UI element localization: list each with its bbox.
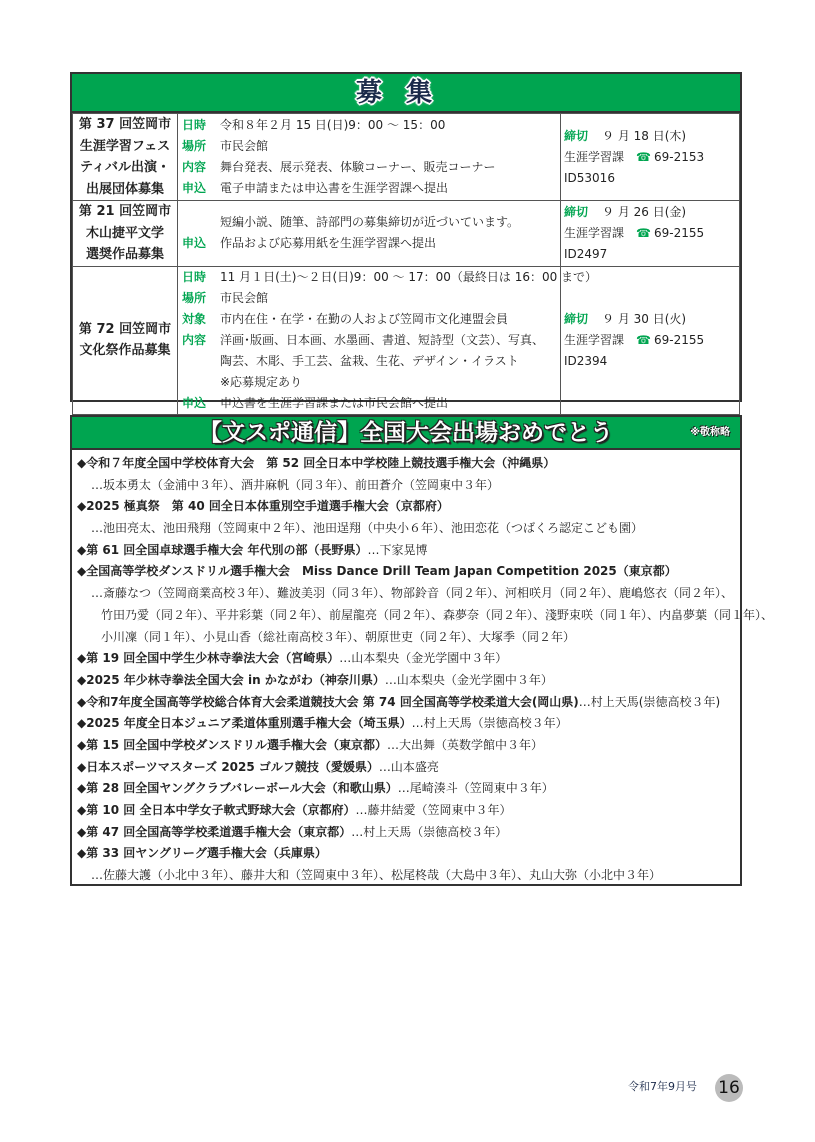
detail-line (182, 157, 560, 178)
recruitment-name-line: 選奨作品募集 (85, 247, 164, 262)
event-name: ◆令和７年度全国中学校体育大会 第 52 回全日本中学校陸上競技選手権大会（沖縄県） (77, 456, 556, 470)
detail-label: 場所 (182, 290, 207, 305)
detail-line (182, 351, 560, 372)
recruitment-row (73, 201, 740, 267)
page-id: ID2497 (564, 246, 608, 261)
detail-line (182, 178, 560, 199)
detail-text: 申込書を生涯学習課または市民会館へ提出 (220, 395, 449, 410)
detail-label: 申込 (182, 181, 207, 195)
detail-text: 令和８年２月 15 日(日)9：00 ～ 15：00 (220, 118, 446, 132)
recruitment-name (73, 201, 178, 267)
event-item (77, 453, 740, 475)
participants: …山本梨央（金光学園中３年） (339, 651, 508, 666)
recruitment-details (178, 114, 561, 201)
event-item (77, 800, 740, 822)
detail-line (182, 115, 560, 136)
detail-line (182, 136, 560, 157)
detail-label: 申込 (182, 236, 207, 251)
deadline-line (564, 309, 739, 330)
detail-line (182, 330, 560, 351)
detail-line (182, 212, 560, 233)
recruitment-name-line: 第 37 回笠岡市 (78, 117, 172, 132)
detail-text: 市民会館 (220, 139, 269, 153)
event-item (77, 540, 740, 562)
page-id: ID2394 (564, 353, 608, 368)
detail-text: 陶芸、木彫、手工芸、盆栽、生花、デザイン・イラスト (220, 353, 519, 368)
detail-label: 内容 (182, 332, 207, 347)
event-name: ◆日本スポーツマスターズ 2025 ゴルフ競技（愛媛県） (77, 759, 379, 774)
recruitment-title: 募集 (72, 74, 740, 113)
event-item (77, 561, 740, 583)
recruitment-section (70, 72, 742, 410)
phone-icon: ☎ (636, 225, 651, 240)
page-number: 16 (715, 1074, 743, 1102)
event-name: ◆第 10 回 全日本中学女子軟式野球大会（京都府） (77, 803, 356, 817)
page-id: ID53016 (564, 170, 615, 185)
detail-line (182, 267, 598, 288)
sports-news-section (70, 415, 774, 886)
event-name: ◆第 47 回全国高等学校柔道選手権大会（東京都） (77, 824, 352, 839)
detail-label: 対象 (182, 311, 207, 326)
recruitment-name-line: 出展団体募集 (85, 181, 164, 197)
participants-line: 小川凜（同１年）、小見山香（総社南高校３年）、朝原世吏（同２年）、大塚季（同２年） (101, 629, 576, 644)
recruitment-name (73, 266, 178, 414)
sports-news-header (72, 417, 740, 450)
recruitment-contact (561, 201, 740, 267)
recruitment-name (73, 114, 178, 201)
event-name: ◆第 19 回全国中学生少林寺拳法大会（宮崎県） (77, 651, 340, 666)
recruitment-row (73, 266, 740, 414)
deadline-label: 締切 (564, 128, 589, 143)
recruitment-contact (561, 266, 740, 414)
detail-label: 日時 (182, 269, 207, 284)
contact-line (564, 330, 739, 351)
event-item (77, 670, 740, 692)
detail-text: 市内在住・在学・在勤の人および笠岡市文化連盟会員 (220, 311, 509, 326)
participants: …村上天馬(崇徳高校３年) (578, 694, 721, 709)
participants-line: 竹田乃愛（同２年）、平井彩葉（同２年）、前屋龍亮（同２年）、森夢奈（同２年）、淺野束咲（同１年）、内畠夢葉（同１年）、 (101, 607, 774, 622)
event-name: ◆第 61 回全国卓球選手権大会 年代別の部（長野県） (77, 542, 368, 557)
event-name: ◆2025 極真祭 第 40 回全日本体重別空手道選手権大会（京都府） (77, 499, 449, 514)
participants-line: …佐藤大護（小北中３年）、藤井大和（笠岡東中３年）、松尾柊哉（大島中３年）、丸山大弥（小北中３年） (91, 868, 662, 883)
recruitment-contact (561, 114, 740, 201)
event-item (77, 496, 740, 518)
participants-line: …斎藤なつ（笠岡商業高校３年）、難波美羽（同３年）、物部鈴音（同２年）、河相咲月（同２年）、鹿嶋悠衣（同２年）、 (91, 586, 734, 601)
deadline-line (564, 202, 739, 223)
detail-text: 電子申請または申込書を生涯学習課へ提出 (220, 181, 449, 195)
detail-line (182, 393, 560, 414)
event-item (77, 822, 740, 844)
detail-line (182, 309, 560, 330)
participants: …村上天馬（崇徳高校３年） (351, 824, 508, 839)
participants: …尾崎湊斗（笠岡東中３年） (397, 781, 554, 796)
phone-icon: ☎ (636, 332, 651, 347)
event-item (77, 843, 740, 865)
recruitment-name-line: 第 72 回笠岡市 (78, 321, 172, 337)
detail-text: 11 月１日(土)～２日(日)9：00 ～ 17：00（最終日は 16：00 まで） (220, 269, 598, 284)
event-name: ◆第 28 回全国ヤングクラブバレーボール大会（和歌山県） (77, 781, 398, 796)
sports-news-title: 【文スポ通信】全国大会出場おめでとう (199, 420, 613, 446)
detail-text: 洋画･版画、日本画、水墨画、書道、短詩型（文芸）、写真、 (220, 332, 545, 347)
detail-line (182, 233, 560, 254)
event-name: ◆2025 年度全日本ジュニア柔道体重別選手権大会（埼玉県） (77, 716, 412, 731)
deadline-date: ９ 月 26 日(金) (602, 204, 687, 219)
department: 生涯学習課 (564, 225, 625, 240)
detail-text: 短編小説、随筆、詩部門の募集締切が近づいています。 (220, 215, 520, 230)
deadline-line (564, 126, 739, 147)
participants: …山本梨央（金光学園中３年） (384, 672, 553, 687)
event-name: ◆第 33 回ヤングリーグ選手権大会（兵庫県） (77, 846, 327, 861)
sports-news-list (72, 450, 774, 887)
event-item (77, 692, 740, 714)
event-item (77, 648, 740, 670)
detail-text: 作品および応募用紙を生涯学習課へ提出 (220, 236, 437, 251)
participants-line: …池田亮太、池田飛翔（笠岡東中２年）、池田逞翔（中央小６年）、池田恋花（つばくろ認定こども園） (91, 521, 644, 536)
deadline-date: ９ 月 18 日(木) (602, 128, 687, 143)
contact-line (564, 147, 739, 168)
recruitment-name-line: 生涯学習フェス (79, 138, 171, 154)
recruitment-name-line: 文化祭作品募集 (79, 343, 171, 358)
detail-line (182, 372, 560, 393)
event-name: ◆全国高等学校ダンスドリル選手権大会 Miss Dance Drill Team Japan Competition 2025（東京都） (77, 564, 677, 579)
detail-line (182, 288, 560, 309)
phone-icon: ☎ (636, 149, 651, 164)
department: 生涯学習課 (564, 149, 625, 164)
detail-text: 市民会館 (220, 290, 269, 305)
participants: …藤井結愛（笠岡東中３年） (355, 803, 512, 817)
phone-number: 69-2155 (653, 332, 705, 347)
detail-label: 場所 (182, 139, 207, 153)
phone-number: 69-2155 (653, 225, 705, 240)
department: 生涯学習課 (564, 332, 625, 347)
issue-label: 令和7年9月号 (628, 1080, 697, 1093)
recruitment-name-line: ティバル出演・ (80, 160, 170, 175)
deadline-label: 締切 (564, 204, 589, 219)
recruitment-table (72, 113, 740, 415)
participants: …大出舞（英数学館中３年） (387, 737, 544, 752)
deadline-label: 締切 (564, 311, 589, 326)
event-name: ◆第 15 回全国中学校ダンスドリル選手権大会（東京都） (77, 737, 388, 752)
detail-label: 内容 (182, 160, 207, 174)
participants: …下家晃博 (367, 542, 428, 557)
recruitment-row (73, 114, 740, 201)
event-name: ◆令和7年度全国高等学校総合体育大会柔道競技大会 第 74 回全国高等学校柔道大会(岡山県) (77, 694, 579, 709)
event-item (77, 735, 740, 757)
detail-label: 日時 (182, 118, 207, 132)
detail-text: ※応募規定あり (220, 374, 303, 389)
honorifics-note: ※敬称略 (690, 427, 730, 438)
contact-line (564, 223, 739, 244)
detail-label: 申込 (182, 395, 207, 410)
detail-text: 舞台発表、展示発表、体験コーナー、販売コーナー (220, 160, 496, 174)
deadline-date: ９ 月 30 日(火) (602, 311, 687, 326)
recruitment-details (178, 201, 561, 267)
event-item (77, 778, 740, 800)
event-item (77, 713, 740, 735)
recruitment-name-line: 木山捷平文学 (85, 225, 164, 241)
event-item (77, 757, 740, 779)
participants: …村上天馬（崇徳高校３年） (411, 716, 568, 731)
participants: …山本盛亮 (378, 759, 439, 774)
recruitment-name-line: 第 21 回笠岡市 (78, 204, 172, 219)
participants-line: …坂本勇太（金浦中３年）、酒井麻帆（同３年）、前田蒼介（笠岡東中３年） (91, 477, 500, 492)
event-name: ◆2025 年少林寺拳法全国大会 in かながわ（神奈川県） (77, 672, 385, 687)
phone-number: 69-2153 (653, 149, 705, 164)
